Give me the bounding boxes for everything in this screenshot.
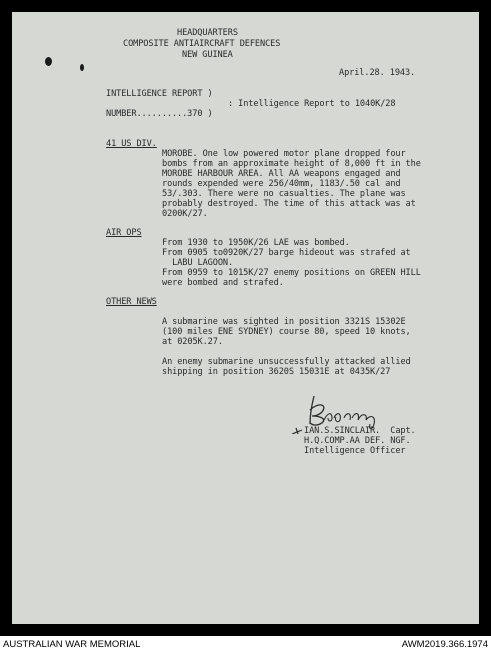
section-heading-other-news: OTHER NEWS xyxy=(106,297,157,307)
section-heading-41-us-div: 41 US DIV. xyxy=(106,139,157,149)
header-line-2: COMPOSITE ANTIAIRCRAFT DEFENCES xyxy=(123,39,281,49)
section-line: A submarine was sighted in position 3321S 15302E xyxy=(162,317,406,327)
report-date: April.28. 1943. xyxy=(339,68,416,78)
section-line: rounds expended were 256/40mm, 1183/.50 cal and xyxy=(162,179,401,189)
section-line: at 0205K.27. xyxy=(162,337,223,347)
section-line: (100 miles ENE SYDNEY) course 80, speed 10 knots, xyxy=(162,327,411,337)
footer-accession-number: AWM2019.366.1974 xyxy=(401,639,488,650)
section-line: 0200K/27. xyxy=(162,209,208,219)
report-number: NUMBER..........370 ) xyxy=(106,109,213,119)
section-line: probably destroyed. The time of this attack was at xyxy=(162,199,416,209)
section-line: 53/.303. There were no casualties. The plane was xyxy=(162,189,406,199)
section-line: were bombed and strafed. xyxy=(162,278,284,288)
signature-unit: H.Q.COMP.AA DEF. NGF. xyxy=(304,436,411,446)
section-line: From 0959 to 1015K/27 enemy positions on GREEN HILL xyxy=(162,268,421,278)
punch-hole-1 xyxy=(45,57,52,66)
section-line: From 0905 to0920K/27 barge hideout was strafed at xyxy=(162,248,411,258)
section-line: From 1930 to 1950K/26 LAE was bombed. xyxy=(162,238,350,248)
header-line-1: HEADQUARTERS xyxy=(177,28,238,38)
section-line: bombs from an approximate height of 8,000 ft in the xyxy=(162,159,421,169)
signature-name: IAN.S.SINCLAIR. Capt. xyxy=(304,426,416,436)
report-label: INTELLIGENCE REPORT ) xyxy=(106,89,213,99)
report-subject: : Intelligence Report to 1040K/28 xyxy=(228,99,396,109)
footer-institution: AUSTRALIAN WAR MEMORIAL xyxy=(3,639,141,650)
section-line: MOROBE. One low powered motor plane dropped four xyxy=(162,149,406,159)
section-line: MOROBE HARBOUR AREA. All AA weapons engaged and xyxy=(162,169,401,179)
section-line: An enemy submarine unsuccessfully attacked allied xyxy=(162,357,411,367)
header-line-3: NEW GUINEA xyxy=(182,50,233,60)
punch-hole-2 xyxy=(80,64,84,71)
section-heading-air-ops: AIR OPS xyxy=(106,228,142,238)
signature-title: Intelligence Officer xyxy=(304,446,406,456)
footer-bar xyxy=(0,636,491,653)
section-line: shipping in position 3620S 15031E at 0435K/27 xyxy=(162,367,391,377)
document-page xyxy=(12,12,479,624)
section-line: LABU LAGOON. xyxy=(162,258,234,268)
